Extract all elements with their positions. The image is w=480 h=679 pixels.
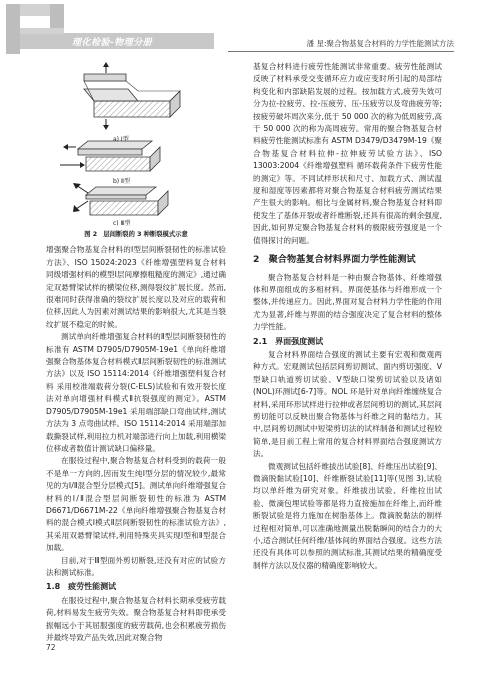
journal-name: 理化检验-物理分册 bbox=[72, 38, 153, 48]
header-rule bbox=[228, 51, 454, 52]
journal-logo-icon bbox=[6, 4, 66, 54]
mode-2-specimen bbox=[60, 141, 160, 171]
running-title: 潘 星:聚合物基复合材料的力学性能测试方法 bbox=[306, 39, 454, 48]
paragraph: 增强聚合物基复合材料的Ⅰ型层间断裂韧性的标准试验方法》、ISO 15024:2023《纤维增强塑料复合材料 同级增强材料的模型Ⅰ层间摩擦粗糙度的测定》,通过确定双悬臂梁试样的横梁位移,测得裂纹扩展长度。然而,很难同时获得准确的裂纹扩展长度以及对应的载荷和位移,因此人为因素对测试结果的影响很大,尤其是当裂纹扩展不稳定的时候。 bbox=[46, 245, 226, 329]
fracture-modes-diagram bbox=[46, 61, 226, 227]
figure-label-mode-3: c) Ⅲ型 bbox=[113, 220, 131, 227]
subsection-heading: 2.1 界面强度测试 bbox=[253, 336, 324, 346]
figure-label-mode-2: b) Ⅱ型 bbox=[113, 178, 131, 185]
paragraph: 在服役过程中,聚合物基复合材料长期承受疲劳载荷,材料易发生疲劳失效。聚合物基复合材料即使承受振幅远小于其屈服强度的疲劳载荷,也会积累疲劳损伤并最终导致产品失效,因此对聚合物 bbox=[46, 595, 226, 642]
section-heading: 2 聚合物基复合材料界面力学性能测试 bbox=[253, 254, 416, 266]
figure-caption: 图 2 层间断裂的 3 种断裂模式示意 bbox=[84, 231, 188, 238]
paragraph: 基复合材料进行疲劳性能测试非常重要。疲劳性能测试反映了材料承受交变循环应力或应变时所引起的局部结构变化和内部缺陷发展的过程。按加载方式,疲劳失效可分为拉-拉疲劳、拉-压疲劳、压-压疲劳以及弯曲疲劳等;按疲劳破坏周次来分,低于 50 000 次的称为低周疲劳,高于 50 000 次的称为高周疲劳。常用的聚合物基复合材料疲劳性能测试标准有 ASTM D3479/D3479M-19《聚合物基复合材料拉伸-拉伸疲劳试验方法》、ISO 13003:2004《纤维增强塑料 循环载荷条件下疲劳性能的测定》等。不同试样形状和尺寸、加载方式、测试温度和湿度等因素都将对聚合物基复合材料疲劳测试结果产生很大的影响。相比与金属材料,聚合物基复合材料即使发生了基体开裂或者纤维断裂,还具有很高的剩余强度,因此,如何界定聚合物基复合材料的极限疲劳强度是一个值得探讨的问题。 bbox=[253, 62, 443, 245]
paragraph: 聚合物基复合材料是一种由聚合物基体、纤维增强体和界面组成的多相材料。界面使基体与纤维形成一个整体,并传递应力。因此,界面对复合材料力学性能的作用尤为显著,纤维与界面的结合强度决定了复合材料的整体力学性能。 bbox=[253, 272, 442, 332]
paragraph: 复合材料界面结合强度的测试主要有宏观和微观两种方式。宏观测试包括层间剪切测试、面内剪切强度、V型缺口轨道剪切试验、V型缺口梁剪切试验以及诸如(NOL)环测试[6-7]等。NOL 环是针对单向纤维缠绕复合材料,采用环形试样进行拉伸或者层间剪切的测试,其层间剪切能可以反映出聚合物基体与纤维之间的黏结力。其中,层间剪切测试中短梁剪切法的试样制备和测试过程较简单,是目前工程上常用的复合材料界面结合强度测试方法。 bbox=[253, 349, 442, 459]
paragraph: 测试单向纤维增强复合材料的Ⅱ型层间断裂韧性的标准有 ASTM D7905/D7905M-19e1《单向纤维增强聚合物基体复合材料模式Ⅱ层间断裂韧性的标准测试方法》以及 ISO 15114:2014《纤维增强塑料复合材料 采用校准端载荷分裂(C-ELS)试验和有效开裂长度法对单向增强材料模式Ⅱ抗裂强度的测定》。ASTM D7905/D7905M-19e1 采用端部缺口弯曲试样,测试方法为 3 点弯曲试样。ISO 15114:2014 采用端部加载撕裂试样,利用拉力机对端部进行向上加载,利用横梁位移或者数值计测试缺口偏移量。 bbox=[46, 332, 226, 453]
paragraph: 微观测试包括纤维拔出试验[8]、纤维压出试验[9]、微滴脱黏试验[10]、纤维断裂试验[11]等(见图 3),试验均以单纤维为研究对象。纤维拔出试验、纤维拉出试验、微滴包埋试验等都是将力直接施加在纤维上,而纤维断裂试验是将力施加在树脂基体上。微滴脱黏法的制样过程相对简单,可以准确地测量出脱黏瞬间的结合力的大小,适合测试任何纤维/基体间的界面结合强度。这些方法还没有具体可以参照的测试标准,其测试结果的精确度受制样方法以及仪器的精确度影响较大。 bbox=[253, 461, 442, 570]
right-column bbox=[253, 61, 442, 572]
figure-fracture-modes bbox=[46, 61, 226, 227]
page-number: 72 bbox=[46, 643, 56, 652]
paragraph: 在服役过程中,聚合物基复合材料受到的载荷一般不是单一方向的,因而发生纯Ⅰ型分层的情况较少,最常见的为Ⅰ/Ⅱ混合型分层模式[5]。测试单向纤维增强复合材料的Ⅰ/Ⅱ混合型层间断裂韧性的标准为 ASTM D6671/D6671M-22《单向纤维增强聚合物基复合材料的混合模式Ⅰ模式Ⅱ层间断裂韧性的标准试验方法》,其采用双悬臂梁试样,利用特殊夹具实现Ⅰ型和Ⅱ型混合加载。 bbox=[46, 456, 226, 553]
paragraph: 目前,对于Ⅲ型面外剪切断裂,还没有对应的试验方法和测试标准。 bbox=[46, 555, 226, 577]
figure-label-mode-1: a) Ⅰ型 bbox=[113, 136, 129, 143]
section-heading: 1.8 疲劳性能测试 bbox=[46, 582, 117, 592]
left-column bbox=[46, 61, 226, 644]
mode-1-specimen bbox=[84, 62, 180, 130]
journal-banner bbox=[0, 0, 480, 56]
